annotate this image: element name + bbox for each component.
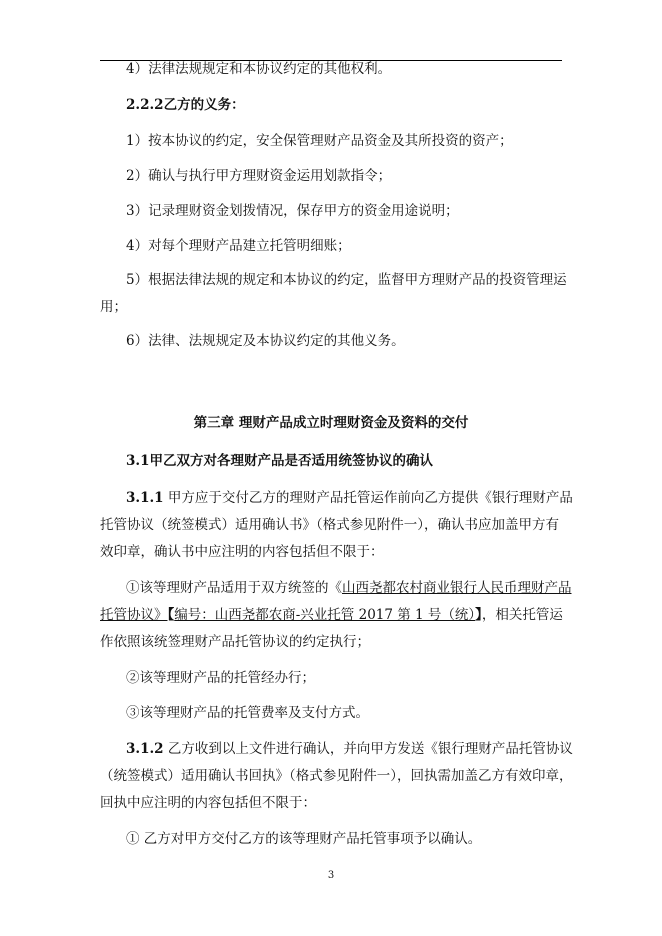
page-number: 3 — [327, 870, 335, 881]
list-item: ① 乙方对甲方交付乙方的该等理财产品托管事项予以确认。 — [126, 831, 482, 847]
list-item: 4）法律法规规定和本协议约定的其他权利。 — [126, 61, 392, 77]
section-heading: 2.2.2乙方的义务： — [126, 97, 245, 113]
paragraph-line: 3.1.2 乙方收到以上文件进行确认，并向甲方发送《银行理财产品托管协议 — [126, 741, 573, 757]
list-item: 3）记录理财资金划拨情况，保存甲方的资金用途说明； — [126, 203, 459, 219]
paragraph-line: 作依照该统签理财产品托管协议的约定执行； — [100, 634, 370, 650]
paragraph-line: 回执中应注明的内容包括但不限于： — [100, 795, 316, 811]
paragraph-line: 3.1.1 甲方应于交付乙方的理财产品托管运作前向乙方提供《银行理财产品 — [126, 490, 573, 506]
paragraph-line: 托管协议》【编号：山西尧都农商-兴业托管 2017 第 1 号（统）】，相关托管运 — [100, 607, 563, 623]
list-item: 5）根据法律法规的规定和本协议的约定，监督甲方理财产品的投资管理运 — [126, 272, 567, 288]
agreement-code: 编号：山西尧都农商-兴业托管 2017 第 1 号（统） — [174, 607, 476, 623]
paragraph-line: 效印章，确认书中应注明的内容包括但不限于： — [100, 544, 384, 560]
chapter-title: 第三章 理财产品成立时理财资金及资料的交付 — [193, 415, 469, 431]
list-item: 1）按本协议的约定，安全保管理财产品资金及其所投资的资产； — [126, 133, 513, 149]
paragraph-line: ①该等理财产品适用于双方统签的《山西尧都农村商业银行人民币理财产品 — [126, 580, 572, 596]
paragraph-line: （统签模式）适用确认书回执》（格式参见附件一），回执需加盖乙方有效印章， — [100, 768, 573, 784]
list-item: ③该等理财产品的托管费率及支付方式。 — [126, 705, 369, 721]
agreement-name: 托管协议》 — [100, 607, 168, 623]
clause-number: 3.1.1 — [126, 490, 164, 506]
clause-number: 3.1.2 — [126, 741, 164, 757]
paragraph-line: 托管协议（统签模式）适用确认书》（格式参见附件一），确认书应加盖甲方有 — [100, 517, 559, 533]
list-item: 4）对每个理财产品建立托管明细账； — [126, 238, 351, 254]
list-item: 2）确认与执行甲方理财资金运用划款指令； — [126, 168, 392, 184]
list-item-continuation: 用； — [100, 299, 127, 315]
agreement-name: 山西尧都农村商业银行人民币理财产品 — [342, 580, 572, 596]
list-item: 6）法律、法规规定及本协议约定的其他义务。 — [126, 333, 405, 349]
section-heading: 3.1甲乙双方对各理财产品是否适用统签协议的确认 — [126, 453, 433, 469]
list-item: ②该等理财产品的托管经办行； — [126, 670, 315, 686]
